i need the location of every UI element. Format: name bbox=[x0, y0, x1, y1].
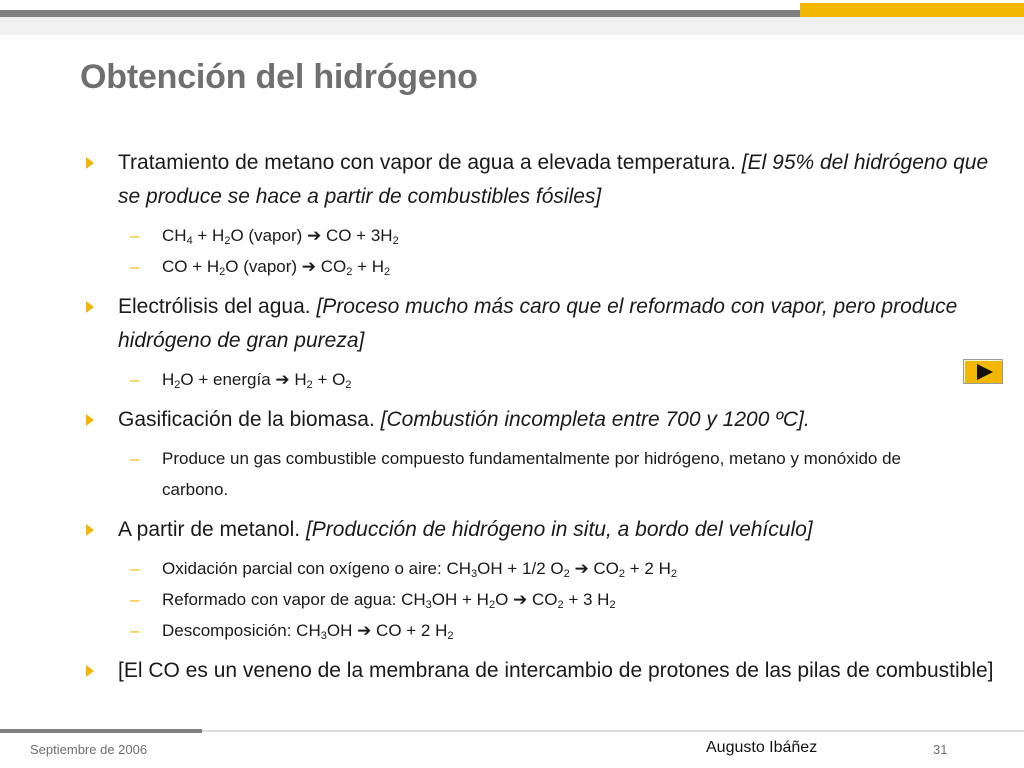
dash-icon: – bbox=[130, 226, 140, 245]
triangle-right-icon bbox=[86, 414, 94, 426]
bullet-text: A partir de metanol. bbox=[118, 518, 301, 541]
next-slide-button[interactable] bbox=[963, 359, 1003, 384]
bullet-text: Tratamiento de metano con vapor de agua a elevada temperatura. bbox=[118, 151, 736, 174]
reaction-formula: $CH_4 + H_2O$ (vapor) ➔ CO + $3H_2$ bbox=[162, 226, 399, 247]
footer-date: Septiembre de 2006 bbox=[30, 742, 148, 757]
sub-item-reaction-3 bbox=[86, 364, 996, 395]
sub-item-partial-oxidation bbox=[86, 553, 996, 584]
sub-item-reaction-1 bbox=[86, 220, 996, 251]
bullet-note: [Combustión incompleta entre 700 y 1200 ºC]. bbox=[380, 408, 810, 431]
bullet-note: [Producción de hidrógeno in situ, a bordo del vehículo] bbox=[305, 518, 813, 541]
bullet-text: [El CO es un veneno de la membrana de intercambio de protones de las pilas de combustible] bbox=[118, 659, 994, 682]
triangle-right-icon bbox=[86, 157, 94, 169]
dash-icon: – bbox=[130, 621, 140, 640]
bullet-item-biomass bbox=[86, 403, 996, 437]
sub-item-prefix: Reformado con vapor de agua: bbox=[162, 590, 402, 609]
bullet-item-methane bbox=[86, 146, 996, 214]
sub-item-prefix: Oxidación parcial con oxígeno o aire: bbox=[162, 559, 447, 578]
sub-item-decomposition bbox=[86, 615, 996, 646]
triangle-right-icon bbox=[86, 665, 94, 677]
bullet-note: [Proceso mucho más caro que el reformado con vapor, pero produce hidrógeno de gran pureza] bbox=[118, 295, 958, 352]
bullet-item-electrolysis bbox=[86, 290, 996, 358]
sub-item-prefix: Descomposición: bbox=[162, 621, 297, 640]
footer-accent-bar bbox=[0, 729, 202, 733]
slide-title: Obtención del hidrógeno bbox=[80, 58, 478, 96]
footer-author: Augusto Ibáñez bbox=[706, 739, 818, 756]
sub-item-reaction-2 bbox=[86, 251, 996, 282]
top-gold-stripe bbox=[800, 3, 1024, 17]
reaction-formula: CO + $H_2O$ (vapor) ➔ $CO_2 + H_2$ bbox=[162, 257, 391, 278]
slide-content bbox=[86, 146, 996, 694]
bullet-item-methanol bbox=[86, 513, 996, 547]
bullet-text: Electrólisis del agua. bbox=[118, 295, 311, 318]
reaction-formula: $CH_3OH + H_2O$ ➔ $CO_2 + 3$ $H_2$ bbox=[401, 590, 616, 611]
dash-icon: – bbox=[130, 449, 140, 468]
top-decorative-bar bbox=[0, 0, 1024, 36]
play-button-icon bbox=[977, 364, 993, 380]
reaction-formula: $CH_3OH + 1/2$ $O_2$ ➔ $CO_2 + 2$ $H_2$ bbox=[446, 559, 678, 580]
reaction-formula: $H_2O$ + energía ➔ $H_2 + O_2$ bbox=[162, 370, 352, 391]
dash-icon: – bbox=[130, 559, 140, 578]
reaction-formula: $CH_3OH$ ➔ CO + 2 $H_2$ bbox=[296, 621, 454, 642]
bullet-note: [El 95% del hidrógeno que se produce se hace a partir de combustibles fósiles] bbox=[118, 151, 989, 208]
top-gray-stripe bbox=[0, 10, 800, 17]
sub-item-steam-reforming bbox=[86, 584, 996, 615]
dash-icon: – bbox=[130, 590, 140, 609]
triangle-right-icon bbox=[86, 524, 94, 536]
top-light-band bbox=[0, 17, 1024, 35]
dash-icon: – bbox=[130, 370, 140, 389]
page-number: 31 bbox=[933, 742, 948, 757]
sub-item-text: Produce un gas combustible compuesto fundamentalmente por hidrógeno, metano y monóxido de carbono. bbox=[162, 449, 902, 499]
bullet-item-co-poison bbox=[86, 654, 996, 688]
dash-icon: – bbox=[130, 257, 140, 276]
triangle-right-icon bbox=[86, 301, 94, 313]
bullet-text: Gasificación de la biomasa. bbox=[118, 408, 375, 431]
sub-item-biomass-detail bbox=[86, 443, 996, 505]
